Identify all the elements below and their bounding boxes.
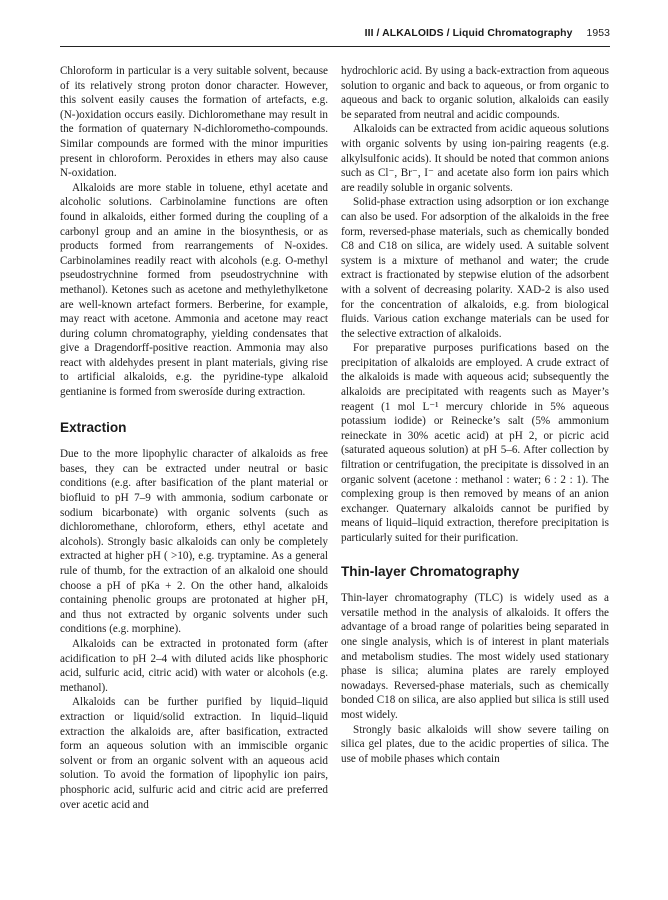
paragraph: Due to the more lipophylic character of alkaloids as free bases, they can be extracted under neutral or basic conditions (e.g. after basification of the plant material or biofluid to pH 7–9 with ammonia, sodium carbonate or sodium bicarbonate) with organic solvents (such as dichloromethane, chloroform, ethers, ethyl acetate and alcohols). Strongly basic alkaloids can only be completely extracted at higher pH ( >10), e.g. tryptamine. As a general rule of thumb, for the extraction of an alkaloid one should choose a pH of pKa + 2. On the other hand, alkaloids containing phenolic groups are protonated at higher pH, and thus not extracted by organic solvents under such conditions (e.g. morphine). <box>60 448 328 636</box>
paragraph: Alkaloids can be further purified by liquid–liquid extraction or liquid/solid extraction. In liquid–liquid extraction the alkaloids are, after basification, extracted form an aqueous solution with an immiscible organic solvent or from an organic solvent with an aqueous acid solution. To avoid the formation of lipophylic ion pairs, phosphoric acid, sulfuric acid and citric acid are preferred over acetic acid and <box>60 696 328 811</box>
page-header <box>60 24 610 47</box>
paragraph: Strongly basic alkaloids will show severe tailing on silica gel plates, due to the acidic properties of silica. The use of mobile phases which contain <box>341 723 609 765</box>
paragraph: Solid-phase extraction using adsorption or ion exchange can also be used. For adsorption of the alkaloids in the free form, reversed-phase materials, such as chemically bonded C8 and C18 on silica, are widely used. A suitable solvent system is a mixture of methanol and water; the crude extract is fractionated by stepwise elution of the adsorbent with a solvent of decreasing polarity. XAD-2 is also used for the concentration of alkaloids, e.g. from biological fluids. Various cation exchange materials can be used for the selective extraction of alkaloids. <box>341 196 609 340</box>
running-head <box>365 28 610 39</box>
running-head-title: III / ALKALOIDS / Liquid Chromatography <box>364 28 573 39</box>
left-column <box>60 64 328 812</box>
right-column <box>341 64 609 766</box>
paragraph: Thin-layer chromatography (TLC) is widely used as a versatile method in the analysis of alkaloids. It offers the advantage of a broad range of polarities being separated in one single analysis, which is of interest in plant materials and metabolism studies. The most widely used stationary phase is silica; alumina plates are rarely employed nowadays. Reversed-phase materials, such as chemically bonded C18 on silica, are also applied but silica is still used most widely. <box>341 592 609 721</box>
paragraph: Chloroform in particular is a very suitable solvent, because of its relatively strong proton donor character. However, this solvent easily causes the formation of artefacts, e.g. (N-)oxidation occurs easily. Dichloromethane may result in the formation of quaternary N-dichlorometho-compounds. Similar compounds are formed with the minor impurities present in chloroform. Peroxides in ethers may also cause N-oxidation. <box>60 65 328 180</box>
paragraph: Alkaloids are more stable in toluene, ethyl acetate and alcoholic solutions. Carbinolamine functions are often found in alkaloids, either formed during the coupling of a carbonyl group and an amine in the biosynthesis, or as products formed from rearrangements of N-oxides. Carbinolamines readily react with alcohols (e.g. O-methyl pseudostrychnine formed from pseudostrychnine with methanol). Ketones such as acetone and methylethylketone are well-known artefact formers. Berberine, for example, may react with acetone. Ammonia and acetone may react during column chromatography, yielding condensates that give a Dragendorff-positive reaction. Ammonia may also react with aldehydes present in plant materials, giving rise to artificial alkaloids, e.g. the pyridine-type alkaloid gentianine is formed from swerosíde during extraction. <box>60 181 328 399</box>
section-heading-extraction: Extraction <box>60 419 127 435</box>
page-number: 1953 <box>586 28 610 39</box>
paragraph: Alkaloids can be extracted in protonated form (after acidification to pH 2–4 with diluted acids like phosphoric acid, sulfuric acid, citric acid) with water or alcohols (e.g. methanol). <box>60 637 328 694</box>
paragraph: hydrochloric acid. By using a back-extraction from aqueous solution to organic and back to aqueous, or from organic to aqueous and back to organic solution, alkaloids can easily be separated from neutral and acidic compounds. <box>341 65 609 121</box>
paragraph: For preparative purposes purifications based on the precipitation of alkaloids are employed. A crude extract of the alkaloids is made with aqueous acid; subsequently the alkaloids are precipitated with reagents such as Mayer’s reagent (1 mol L⁻¹ mercury chloride in 5% aqueous potassium iodide) or Reinecke’s salt (5% ammonium reineckate in 30% acetic acid) at pH 2, or picric acid (saturated aqueous solution) at pH 5–6. After collection by filtration or centrifugation, the precipitate is dissolved in an organic solvent (acetone : methanol : water; 6 : 2 : 1). The complexing group is then removed by means of an anion exchanger. Quaternary alkaloids cannot be purified by means of liquid–liquid extraction, therefore precipitation is particularly suited for their purification. <box>341 342 609 544</box>
paragraph: Alkaloids can be extracted from acidic aqueous solutions with organic solvents by using ion-pairing reagents (e.g. alkylsulfonic acids). It should be noted that common anions such as Cl⁻, Br⁻, I⁻ and acetate also form ion pairs which are readily soluble in organic solvents. <box>341 123 609 194</box>
section-heading-tlc: Thin-layer Chromatography <box>341 563 520 579</box>
